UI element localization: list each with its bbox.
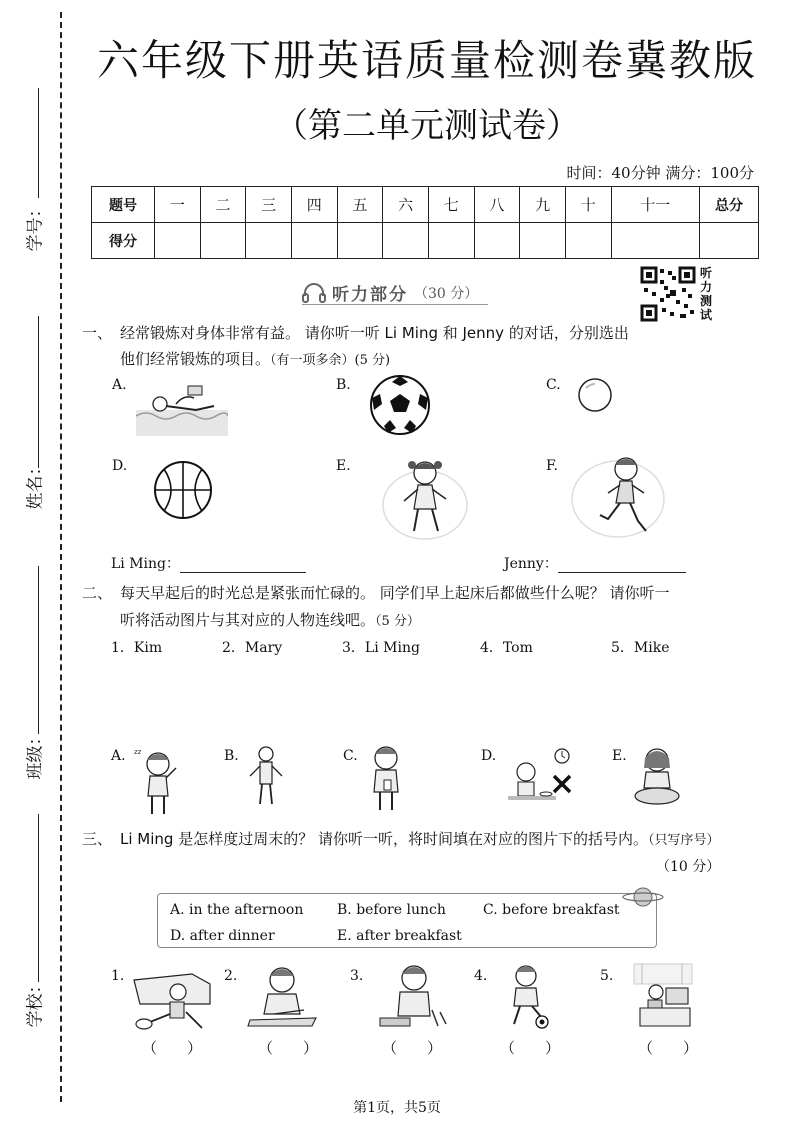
table-cell: 一	[155, 187, 201, 223]
li-ming-answer: Li Ming：	[111, 553, 306, 573]
boy-vacuuming-picture	[130, 964, 214, 1032]
score-cell[interactable]	[337, 223, 383, 259]
boy-reading-picture	[244, 962, 322, 1028]
picture-number: 1.	[111, 968, 125, 984]
student-id-label: 学号：	[25, 200, 46, 252]
boy-using-computer-picture	[632, 962, 694, 1030]
table-cell: 得分	[92, 223, 155, 259]
table-cell: 二	[200, 187, 246, 223]
headphones-icon	[302, 282, 326, 304]
listening-section-title: 听力部分	[332, 285, 408, 305]
basketball-picture	[152, 459, 214, 521]
activity-letter: E.	[612, 748, 627, 764]
page-subtitle: （第二单元测试卷）	[274, 106, 580, 146]
activity-letter: A.	[111, 748, 126, 764]
score-cell[interactable]	[155, 223, 201, 259]
question-3-points: （10 分）	[656, 859, 721, 875]
ping-pong-ball-picture	[576, 376, 614, 414]
girl-washing-face-picture	[630, 744, 684, 810]
picture-number: 3.	[350, 968, 364, 984]
picture-number: 2.	[224, 968, 238, 984]
score-cell[interactable]	[428, 223, 474, 259]
option-d-label: D.	[112, 458, 128, 474]
answer-parentheses[interactable]: （ ）	[638, 1039, 699, 1057]
li-ming-answer-blank[interactable]	[180, 558, 306, 573]
boy-waking-picture	[132, 744, 184, 818]
person-name: 3．Li Ming	[342, 640, 420, 656]
table-cell: 七	[428, 187, 474, 223]
question-1-note: （有一项多余）(5 分)	[270, 353, 391, 368]
page-title: 六年级下册英语质量检测卷冀教版	[96, 36, 757, 85]
score-cell[interactable]	[383, 223, 429, 259]
score-cell[interactable]	[474, 223, 520, 259]
table-cell: 三	[246, 187, 292, 223]
planet-icon	[622, 884, 664, 910]
score-cell[interactable]	[291, 223, 337, 259]
person-name: 2．Mary	[222, 640, 283, 656]
banner-underline	[302, 304, 488, 305]
class-label: 班级：	[25, 728, 46, 780]
table-cell: 九	[520, 187, 566, 223]
activity-letter: C.	[343, 748, 358, 764]
answer-parentheses[interactable]: （ ）	[382, 1039, 443, 1057]
person-name: 4．Tom	[480, 640, 533, 656]
boy-washing-clothes-picture	[376, 962, 452, 1030]
question-1-number: 一、	[82, 324, 113, 342]
activity-letter: D.	[481, 748, 497, 764]
boy-playing-football-picture	[500, 962, 560, 1032]
answer-parentheses[interactable]: （ ）	[500, 1039, 561, 1057]
score-cell[interactable]	[246, 223, 292, 259]
activity-letter: B.	[224, 748, 239, 764]
jenny-answer-blank[interactable]	[558, 558, 686, 573]
option-a-label: A.	[112, 377, 127, 393]
answer-parentheses[interactable]: （ ）	[258, 1039, 319, 1057]
boy-jumping-rope-picture	[246, 744, 286, 808]
score-table-header-row	[92, 187, 759, 223]
school-label: 学校：	[25, 976, 46, 1028]
table-cell: 五	[337, 187, 383, 223]
swimming-picture	[136, 376, 228, 438]
question-2-number: 二、	[82, 584, 113, 602]
table-cell: 六	[383, 187, 429, 223]
boy-brushing-teeth-picture	[364, 744, 408, 814]
picture-number: 4.	[474, 968, 488, 984]
page-footer: 第1页，共5页	[353, 1100, 441, 1116]
question-2-line1: 每天早起后的时光总是紧张而忙碌的。 同学们早上起床后都做些什么呢？ 请你听一	[120, 584, 670, 602]
answer-parentheses[interactable]: （ ）	[142, 1039, 203, 1057]
qr-code-icon[interactable]	[640, 266, 696, 322]
score-table-score-row	[92, 223, 759, 259]
binding-dashed-line	[60, 12, 62, 1102]
question-3-line1: Li Ming 是怎样度过周末的？ 请你听一听，将时间填在对应的图片下的括号内。（只写序号）	[120, 830, 720, 848]
table-cell: 四	[291, 187, 337, 223]
qr-code-label: 听力测试	[700, 266, 713, 322]
table-cell: 八	[474, 187, 520, 223]
time-option: A. in the afternoon	[170, 902, 304, 918]
question-3-number: 三、	[82, 830, 113, 848]
option-e-label: E.	[336, 458, 351, 474]
listening-section-points: （30 分）	[414, 285, 479, 302]
class-line	[38, 566, 39, 734]
time-option: D. after dinner	[170, 928, 275, 944]
table-cell: 十	[565, 187, 611, 223]
table-cell: 十一	[611, 187, 699, 223]
question-1-line1: 经常锻炼对身体非常有益。 请你听一听 Li Ming 和 Jenny 的对话，分别选出	[120, 324, 629, 342]
option-b-label: B.	[336, 377, 351, 393]
question-3-note: （只写序号）	[647, 833, 720, 848]
score-cell[interactable]	[700, 223, 759, 259]
option-c-label: C.	[546, 377, 561, 393]
svg-text:zz: zz	[134, 748, 142, 756]
girl-running-picture	[568, 453, 668, 543]
listening-section-banner	[302, 280, 478, 305]
picture-number: 5.	[600, 968, 614, 984]
option-f-label: F.	[546, 458, 558, 474]
person-name: 5．Mike	[611, 640, 670, 656]
time-option: E. after breakfast	[337, 928, 462, 944]
score-cell[interactable]	[200, 223, 246, 259]
question-2-line2: 听将活动图片与其对应的人物连线吧。（5 分）	[120, 611, 420, 629]
student-id-line	[38, 88, 39, 198]
girl-skipping-picture	[380, 455, 470, 541]
soccer-ball-picture	[368, 374, 432, 436]
time-info: 时间：40分钟 满分：100分	[566, 164, 754, 182]
boy-skipping-breakfast-picture	[506, 746, 578, 810]
score-cell[interactable]	[565, 223, 611, 259]
time-option: C. before breakfast	[483, 902, 620, 918]
time-option: B. before lunch	[337, 902, 446, 918]
name-label: 姓名：	[25, 458, 46, 510]
jenny-answer: Jenny：	[504, 553, 686, 573]
school-line	[38, 814, 39, 982]
score-cell[interactable]	[520, 223, 566, 259]
score-cell[interactable]	[611, 223, 699, 259]
table-cell: 题号	[92, 187, 155, 223]
name-line	[38, 316, 39, 468]
score-table	[91, 186, 759, 259]
question-2-note: （5 分）	[375, 614, 420, 629]
person-name: 1．Kim	[111, 640, 163, 656]
table-cell: 总分	[700, 187, 759, 223]
question-1-line2: 他们经常锻炼的项目。（有一项多余）(5 分)	[120, 350, 391, 368]
